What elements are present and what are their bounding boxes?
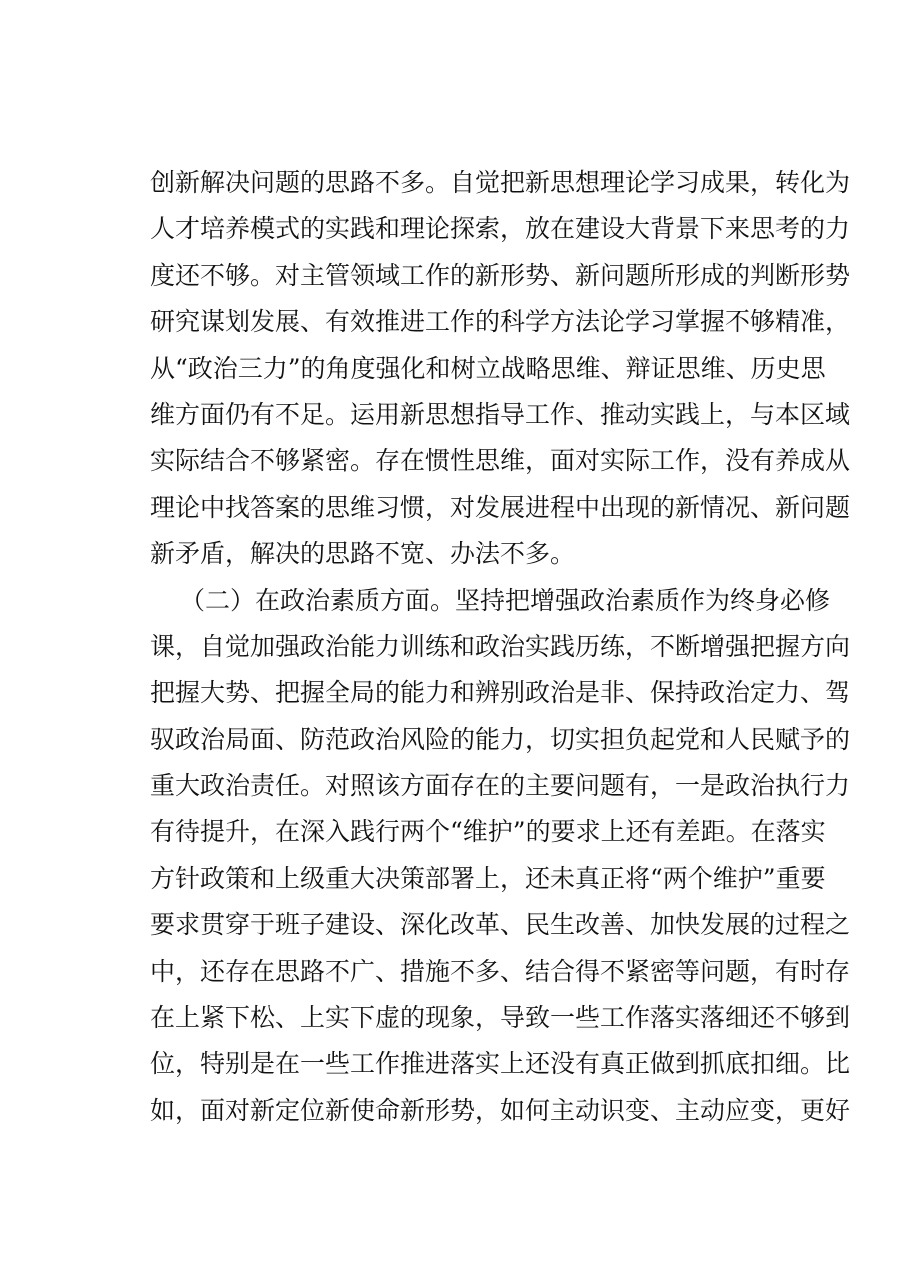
text-line: 课，自觉加强政治能力训练和政治实践历练，不断增强把握方向 (150, 631, 851, 661)
text-line: 实际结合不够紧密。存在惯性思维，面对实际工作，没有养成从 (150, 446, 851, 476)
text-line: 理论中找答案的思维习惯，对发展进程中出现的新情况、新问题 (150, 492, 851, 522)
body-text (150, 160, 851, 1134)
text-line: 有待提升，在深入践行两个“维护”的要求上还有差距。在落实 (150, 817, 826, 847)
section-heading-line: （二）在政治素质方面。坚持把增强政治素质作为终身必修 (180, 585, 831, 615)
text-line: 要求贯穿于班子建设、深化改革、民生改善、加快发展的过程之 (150, 910, 851, 940)
text-line: 创新解决问题的思路不多。自觉把新思想理论学习成果，转化为 (150, 168, 851, 197)
text-line: 位，特别是在一些工作推进落实上还没有真正做到抓底扣细。比 (150, 1049, 851, 1079)
text-line: 中，还存在思路不广、措施不多、结合得不紧密等问题，有时存 (150, 956, 851, 986)
text-line: 研究谋划发展、有效推进工作的科学方法论学习掌握不够精准， (150, 307, 851, 337)
text-line: 把握大势、把握全局的能力和辨别政治是非、保持政治定力、驾 (150, 678, 851, 708)
text-line: 驭政治局面、防范政治风险的能力，切实担负起党和人民赋予的 (150, 724, 851, 754)
text-line: 在上紧下松、上实下虚的现象，导致一些工作落实落细还不够到 (150, 1003, 851, 1033)
text-line: 从“政治三力”的角度强化和树立战略思维、辩证思维、历史思 (150, 353, 826, 383)
text-line: 新矛盾，解决的思路不宽、办法不多。 (150, 539, 576, 569)
text-line: 方针政策和上级重大决策部署上，还未真正将“两个维护”重要 (150, 863, 826, 893)
text-line: 如，面对新定位新使命新形势，如何主动识变、主动应变，更好 (150, 1095, 851, 1125)
text-line: 重大政治责任。对照该方面存在的主要问题有，一是政治执行力 (150, 771, 851, 801)
text-line: 度还不够。对主管领域工作的新形势、新问题所形成的判断形势 (150, 260, 851, 290)
text-line: 维方面仍有不足。运用新思想指导工作、推动实践上，与本区域 (150, 399, 851, 429)
text-line: 人才培养模式的实践和理论探索，放在建设大背景下来思考的力 (150, 214, 851, 244)
